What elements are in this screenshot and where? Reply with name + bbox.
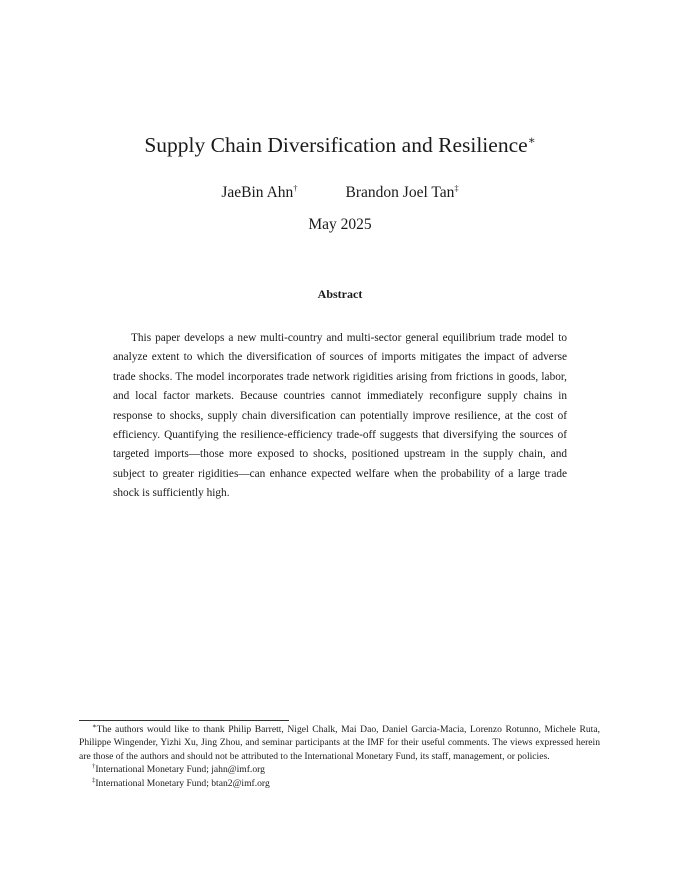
title-text: Supply Chain Diversification and Resilience: [144, 133, 528, 157]
author-footnote-mark: ‡: [454, 182, 459, 193]
author-name: Brandon Joel Tan: [345, 184, 455, 201]
footnote-text: International Monetary Fund; jahn@imf.org: [95, 764, 265, 776]
author-list: [0, 183, 680, 203]
footnotes: [79, 723, 600, 790]
footnote-acknowledgements: [79, 723, 600, 763]
abstract-heading: Abstract: [317, 287, 363, 301]
author-name: JaeBin Ahn: [221, 184, 294, 201]
abstract-body: This paper develops a new multi-country and multi-sector general equilibrium trade model to analyze extent to which the diversification of sources of imports mitigates the impact of adverse trade shocks. The model incorporates trade network rigidities arising from frictions in goods, labor, and local factor markets. Because countries cannot immediately reconfigure supply chains in response to shocks, supply chain diversification can potentially improve resilience, at the cost of efficiency. Quantifying the resilience-efficiency trade-off suggests that diversifying the sources of targeted imports—those more exposed to shocks, positioned upstream in the supply chain, and subject to greater rigidities—can enhance expected welfare when the probability of a large trade shock is sufficiently high.: [113, 332, 567, 500]
paper-title: [0, 131, 680, 159]
title-footnote-mark: ∗: [527, 132, 536, 147]
footnote-affiliation-ahn: [79, 763, 600, 776]
author-tan: [346, 183, 459, 203]
author-footnote-mark: †: [293, 182, 298, 193]
footnote-divider: [79, 720, 289, 721]
footnote-mark: †: [92, 763, 96, 771]
footnote-affiliation-tan: [79, 777, 600, 790]
paper-date: May 2025: [308, 216, 372, 233]
footnote-mark: ∗: [92, 722, 97, 730]
footnote-mark: ‡: [92, 776, 96, 784]
footnote-text: The authors would like to thank Philip Barrett, Nigel Chalk, Mai Dao, Daniel Garcia-Macia, Lorenzo Rotunno, Michele Ruta, Philippe Wingender, Yizhi Xu, Jing Zhou, and seminar participants at the IMF for their useful comments. The views expressed herein are those of the authors and should not be attributed to the International Monetary Fund, its staff, management, or policies.: [79, 724, 600, 762]
author-ahn: [221, 183, 297, 203]
footnote-text: International Monetary Fund; btan2@imf.org: [95, 777, 270, 789]
